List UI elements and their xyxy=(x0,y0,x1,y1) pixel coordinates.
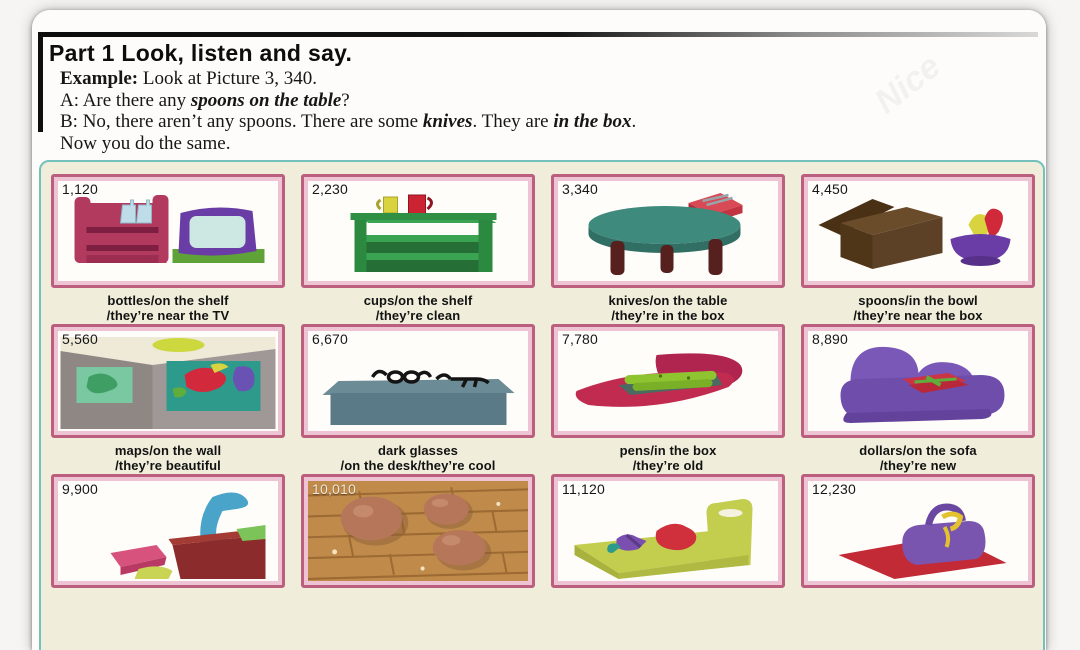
clothes-on-bed-illustration xyxy=(560,483,776,579)
card-caption: spoons/in the bowl /they’re near the box xyxy=(853,293,983,323)
example-line xyxy=(60,68,1016,90)
dark-glasses-on-desk-illustration xyxy=(310,333,526,429)
example-text: Look at Picture 3, 340. xyxy=(138,68,317,89)
card-caption: dark glasses /on the desk/they’re cool xyxy=(340,443,496,473)
picture-card-4 xyxy=(801,174,1035,288)
card-number: 1,120 xyxy=(62,181,99,197)
picture-card-12 xyxy=(801,474,1035,588)
picture-cell-9 xyxy=(51,474,285,624)
card-caption: dollars/on the sofa /they’re new xyxy=(859,443,977,473)
card-number: 3,340 xyxy=(562,181,599,197)
example-label: Example: xyxy=(60,68,139,89)
picture-card-7 xyxy=(551,324,785,438)
lamp-on-desk-illustration xyxy=(60,483,276,579)
textbook-page xyxy=(32,10,1046,650)
pens-in-pencil-box-illustration xyxy=(560,333,776,429)
maps-on-wall-illustration xyxy=(60,333,276,429)
left-border-line xyxy=(38,32,43,132)
card-number: 5,560 xyxy=(62,331,99,347)
card-number: 12,230 xyxy=(812,481,857,497)
cups-on-green-shelf-illustration xyxy=(310,183,526,279)
card-number: 10,010 xyxy=(312,481,357,497)
picture-cell-6 xyxy=(301,324,535,474)
pictures-grid xyxy=(51,174,1035,624)
card-number: 4,450 xyxy=(812,181,849,197)
picture-card-5 xyxy=(51,324,285,438)
pictures-panel xyxy=(39,160,1045,650)
page-title: Part 1 Look, listen and say. xyxy=(49,40,353,66)
card-number: 2,230 xyxy=(312,181,349,197)
card-caption: pens/in the box /they’re old xyxy=(619,443,717,473)
picture-card-9 xyxy=(51,474,285,588)
picture-card-2 xyxy=(301,174,535,288)
card-number: 9,900 xyxy=(62,481,99,497)
picture-cell-10 xyxy=(301,474,535,624)
picture-cell-3 xyxy=(551,174,785,324)
instruction-line: Now you do the same. xyxy=(60,132,231,154)
picture-cell-2 xyxy=(301,174,535,324)
picture-cell-8 xyxy=(801,324,1035,474)
picture-card-1 xyxy=(51,174,285,288)
card-caption: maps/on the wall /they’re beautiful xyxy=(114,443,222,473)
card-number: 8,890 xyxy=(812,331,849,347)
dialog-line-a: A: Are there any spoons on the table? xyxy=(60,89,350,111)
dollars-on-sofa-illustration xyxy=(810,333,1026,429)
picture-card-6 xyxy=(301,324,535,438)
example-dialog xyxy=(60,68,1016,154)
dialog-line-b: B: No, there aren’t any spoons. There are some knives. They are in the box. xyxy=(60,111,637,132)
picture-card-11 xyxy=(551,474,785,588)
spoons-in-bowl-near-box-illustration xyxy=(810,183,1026,279)
card-caption: bottles/on the shelf /they’re near the TV xyxy=(106,293,230,323)
picture-cell-11 xyxy=(551,474,785,624)
card-number: 7,780 xyxy=(562,331,599,347)
card-number: 11,120 xyxy=(562,481,605,497)
card-caption: knives/on the table /they’re in the box xyxy=(608,293,728,323)
picture-cell-1 xyxy=(51,174,285,324)
picture-card-3 xyxy=(551,174,785,288)
bottles-on-shelf-near-tv-illustration xyxy=(60,183,276,279)
picture-card-10 xyxy=(301,474,535,588)
picture-card-8 xyxy=(801,324,1035,438)
watermark: Nice xyxy=(867,47,948,122)
header-section xyxy=(32,10,1046,160)
card-caption: cups/on the shelf /they’re clean xyxy=(363,293,473,323)
card-number: 6,670 xyxy=(312,331,349,347)
picture-cell-5 xyxy=(51,324,285,474)
picture-cell-7 xyxy=(551,324,785,474)
knives-in-box-on-table-illustration xyxy=(560,183,776,279)
picture-cell-12 xyxy=(801,474,1035,624)
handbag-on-mat-illustration xyxy=(810,483,1026,579)
picture-cell-4 xyxy=(801,174,1035,324)
top-border-line xyxy=(38,32,1038,37)
